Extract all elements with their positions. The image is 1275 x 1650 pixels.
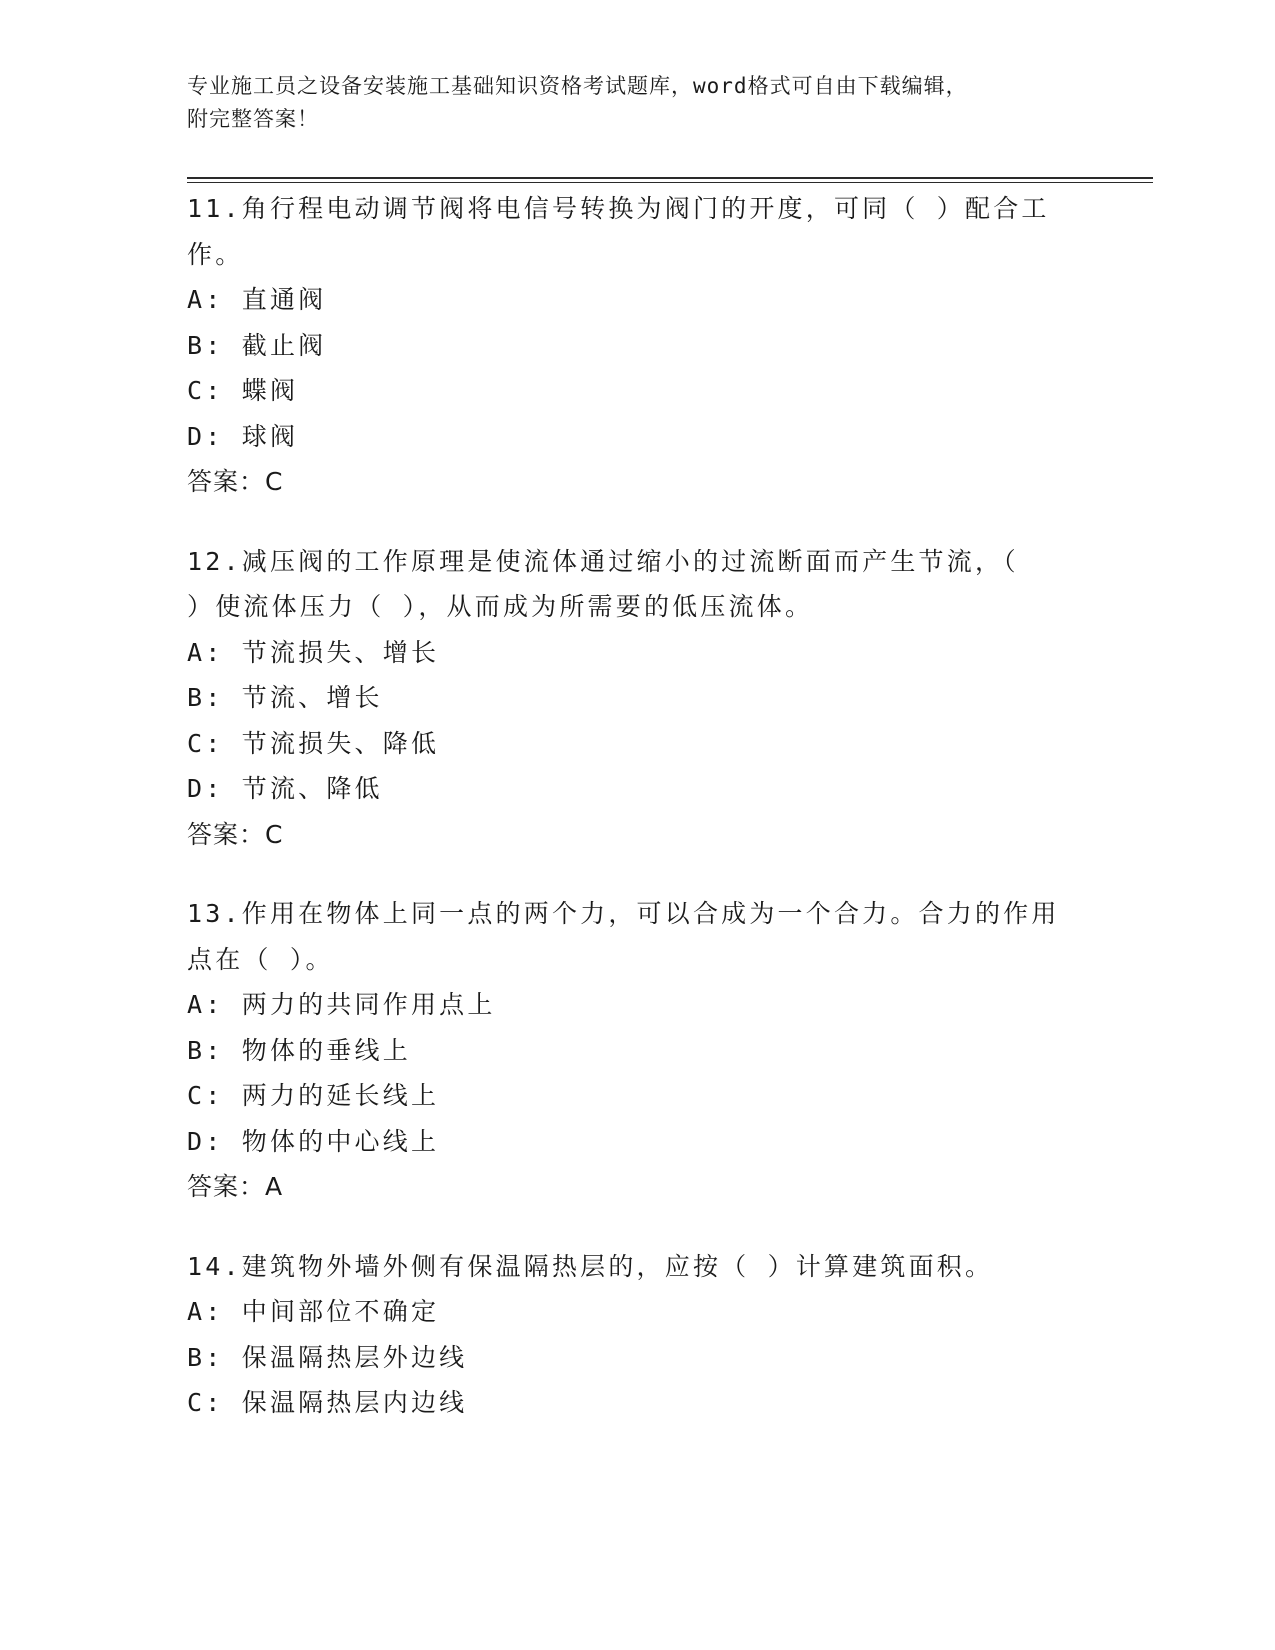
- option-a: A: 直通阀: [187, 285, 327, 314]
- option-c: C: 蝶阀: [187, 376, 299, 405]
- header-divider-thin: [187, 182, 1153, 183]
- question-stem: 13.作用在物体上同一点的两个力，可以合成为一个合力。合力的作用: [187, 899, 1060, 928]
- option-d: D: 球阀: [187, 421, 299, 451]
- option-c: C: 节流损失、降低: [187, 728, 440, 758]
- option-c: C: 两力的延长线上: [187, 1081, 440, 1110]
- question-14: [187, 1244, 1087, 1426]
- question-13: [187, 891, 1087, 1210]
- option-d: D: 节流、降低: [187, 774, 383, 803]
- option-a: A: 节流损失、增长: [187, 637, 440, 667]
- header-divider-thick: [187, 177, 1153, 179]
- document-header: [187, 70, 1087, 136]
- question-stem-continued: ）使流体压力（ ），从而成为所需要的低压流体。: [187, 592, 814, 621]
- question-stem: 12.减压阀的工作原理是使流体通过缩小的过流断面而产生节流，（: [187, 546, 1019, 576]
- question-11: [187, 186, 1087, 505]
- header-line-2: 附完整答案！: [187, 107, 319, 131]
- answer-line: 答案：C: [187, 819, 284, 849]
- question-12: [187, 539, 1087, 858]
- option-d: D: 物体的中心线上: [187, 1126, 440, 1156]
- question-stem: 14.建筑物外墙外侧有保温隔热层的，应按（ ）计算建筑面积。: [187, 1251, 994, 1281]
- question-list: [187, 186, 1087, 1460]
- option-b: B: 截止阀: [187, 330, 327, 360]
- option-a: A: 两力的共同作用点上: [187, 990, 496, 1019]
- option-b: B: 物体的垂线上: [187, 1035, 411, 1065]
- option-a: A: 中间部位不确定: [187, 1297, 440, 1326]
- answer-line: 答案：A: [187, 1172, 284, 1201]
- option-b: B: 保温隔热层外边线: [187, 1342, 468, 1372]
- question-stem: 11.角行程电动调节阀将电信号转换为阀门的开度，可同（ ）配合工: [187, 194, 1050, 223]
- option-c: C: 保温隔热层内边线: [187, 1388, 468, 1417]
- option-b: B: 节流、增长: [187, 683, 383, 712]
- answer-line: 答案：C: [187, 467, 284, 496]
- question-stem-continued: 作。: [187, 239, 244, 269]
- question-stem-continued: 点在（ ）。: [187, 944, 334, 974]
- header-line-1: 专业施工员之设备安装施工基础知识资格考试题库，word格式可自由下载编辑，: [187, 74, 968, 98]
